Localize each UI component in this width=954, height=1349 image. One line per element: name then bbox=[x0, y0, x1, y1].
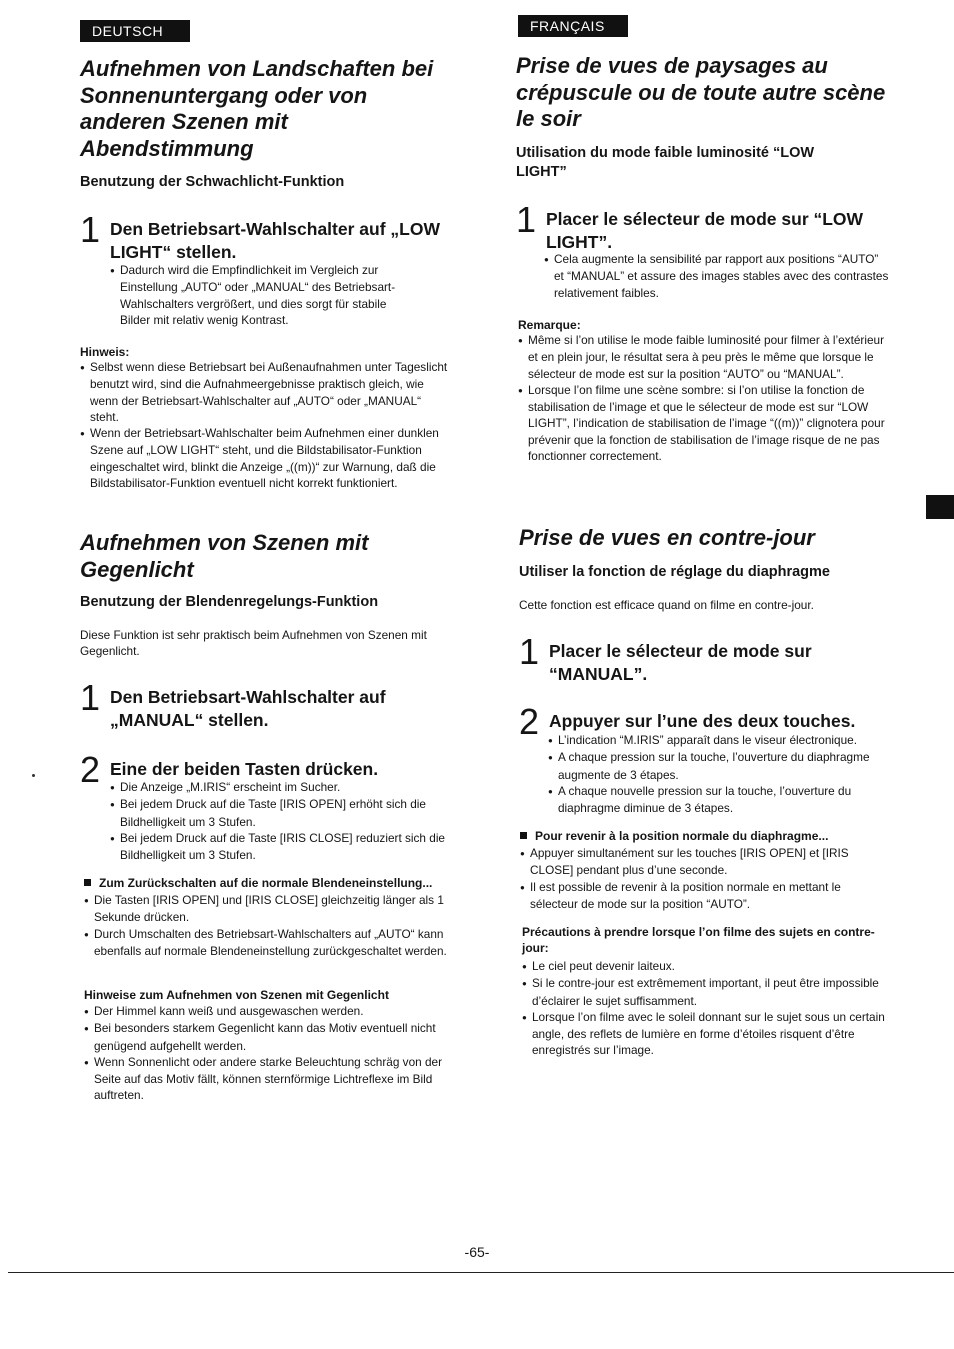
list-item: ● Lorsque l’on filme une scène sombre: si l’on utilise la fonction de stabilisation de l’image et que le sélecteur de mode est sur “LOW LIGHT”, l’indication de stabilisation de l’image “((m))” clignotera pour prévenir que la fonction de stabilisation de l’image risque de ne pas fonctionner correctement. bbox=[518, 382, 890, 464]
step-title: Den Betriebsart-Wahlschalter auf „LOW LIGHT“ stellen. bbox=[110, 219, 440, 262]
language-label-french: FRANÇAIS bbox=[518, 15, 628, 37]
german-notes bbox=[80, 359, 452, 491]
list-item: ● L’indication “M.IRIS” apparaît dans le viseur électronique. bbox=[548, 732, 890, 749]
step-number: 2 bbox=[519, 701, 540, 742]
step-number: 1 bbox=[80, 209, 101, 250]
language-label-german: DEUTSCH bbox=[80, 20, 190, 42]
step-number: 1 bbox=[80, 677, 101, 718]
german-step2-bullets bbox=[110, 779, 450, 863]
square-bullet-icon bbox=[84, 879, 91, 886]
list-item: ● Même si l’on utilise le mode faible luminosité pour filmer à l’extérieur et en plein jour, le résultat sera à peu près le même que lorsque le sélecteur de mode est sur la position “AUTO” ou “MANUAL”. bbox=[518, 332, 890, 382]
list-item: ● Appuyer simultanément sur les touches [IRIS OPEN] et [IRIS CLOSE] pendant plus d’une seconde. bbox=[520, 845, 882, 879]
step-title: Appuyer sur l’une des deux touches. bbox=[549, 711, 856, 731]
list-item: ● Bei besonders starkem Gegenlicht kann das Motiv eventuell nicht genügend aufgehellt werden. bbox=[84, 1020, 456, 1054]
footer-rule bbox=[8, 1272, 954, 1273]
french-note-heading: Remarque: bbox=[518, 318, 581, 332]
french-section2-intro: Cette fonction est efficace quand on filme en contre-jour. bbox=[519, 598, 814, 612]
german-step-1 bbox=[80, 209, 456, 268]
list-item: ● Die Tasten [IRIS OPEN] und [IRIS CLOSE] gleichzeitig länger als 1 Sekunde drücken. bbox=[84, 892, 456, 926]
french-reset-heading: Pour revenir à la position normale du diaphragme... bbox=[520, 828, 892, 844]
german-section2-title: Aufnehmen von Szenen mit Gegenlicht bbox=[80, 530, 369, 582]
scan-speck bbox=[32, 774, 35, 777]
list-item: ● A chaque nouvelle pression sur la touche, l’ouverture du diaphragme diminue de 3 étapes. bbox=[548, 783, 890, 817]
page-number: -65- bbox=[464, 1244, 490, 1260]
list-item: ● Bei jedem Druck auf die Taste [IRIS CLOSE] reduziert sich die Bildhelligkeit um 3 Stufen. bbox=[110, 830, 450, 864]
list-item: ● Si le contre-jour est extrêmement important, il peut être impossible d’éclairer le sujet suffisamment. bbox=[522, 975, 892, 1009]
step-title: Placer le sélecteur de mode sur “MANUAL”. bbox=[549, 641, 812, 684]
list-item: ● Der Himmel kann weiß und ausgewaschen werden. bbox=[84, 1003, 456, 1020]
french-notes bbox=[518, 332, 890, 464]
list-item: ● Lorsque l’on filme avec le soleil donnant sur le sujet sous un certain angle, des reflets de lumière en forme d’étoiles risquent d’être enregistrés sur l’image. bbox=[522, 1009, 892, 1059]
german-step1-bullets bbox=[110, 262, 410, 328]
list-item: ● Wenn der Betriebsart-Wahlschalter beim Aufnehmen einer dunklen Szene auf „LOW LIGHT“ steht, und die Bildstabilisator-Funktion eingeschaltet wird, blinkt die Anzeige „((m))“ zur Warnung, daß die Bildstabilisator-Funktion eventuell nicht korrekt funktioniert. bbox=[80, 425, 452, 491]
french-tips bbox=[522, 958, 892, 1059]
german-note-heading: Hinweis: bbox=[80, 345, 130, 359]
step-title: Placer le sélecteur de mode sur “LOW LIGHT”. bbox=[546, 209, 864, 252]
german-section2-intro: Diese Funktion ist sehr praktisch beim Aufnehmen von Szenen mit Gegenlicht. bbox=[80, 628, 427, 659]
list-item: ● Cela augmente la sensibilité par rapport aux positions “AUTO” et “MANUAL” et assure des images stables avec des contrastes relativement faibles. bbox=[544, 251, 889, 301]
german-section1-title: Aufnehmen von Landschaften bei Sonnenuntergang oder von anderen Szenen mit Abendstimmung bbox=[80, 56, 434, 161]
step-title: Den Betriebsart-Wahlschalter auf „MANUAL“ stellen. bbox=[110, 687, 386, 730]
french-step2-bullets bbox=[548, 732, 890, 816]
german-reset-bullets bbox=[84, 892, 456, 959]
list-item: ● Le ciel peut devenir laiteux. bbox=[522, 958, 892, 975]
french-tips-heading: Précautions à prendre lorsque l’on filme des sujets en contre-jour: bbox=[522, 925, 875, 955]
step-number: 2 bbox=[80, 749, 101, 790]
list-item: ● A chaque pression sur la touche, l’ouverture du diaphragme augmente de 3 étapes. bbox=[548, 749, 890, 783]
step-title: Eine der beiden Tasten drücken. bbox=[110, 759, 379, 779]
step-number: 1 bbox=[516, 199, 537, 240]
german-step-1-manual bbox=[80, 677, 456, 736]
list-item: ● Durch Umschalten des Betriebsart-Wahlschalters auf „AUTO“ kann ebenfalls auf normale Blendeneinstellung zurückgeschaltet werden. bbox=[84, 926, 456, 960]
french-step-1-manual bbox=[519, 631, 895, 690]
list-item: ● Selbst wenn diese Betriebsart bei Außenaufnahmen unter Tageslicht benutzt wird, sind die Aufnahmeergebnisse praktisch gleich, wie wenn der Betriebsart-Wahlschalter auf „AUTO“ oder „MANUAL“ steht. bbox=[80, 359, 452, 425]
step-number: 1 bbox=[519, 631, 540, 672]
french-section2-title: Prise de vues en contre-jour bbox=[519, 525, 815, 550]
list-item: ● Il est possible de revenir à la position normale en mettant le sélecteur de mode sur la position “AUTO”. bbox=[520, 879, 882, 913]
german-tips bbox=[84, 1003, 456, 1104]
german-section2-subtitle: Benutzung der Blendenregelungs-Funktion bbox=[80, 594, 379, 610]
french-step1-bullets bbox=[544, 251, 889, 301]
square-bullet-icon bbox=[520, 832, 527, 839]
french-reset-bullets bbox=[520, 845, 882, 912]
french-section2-subtitle: Utiliser la fonction de réglage du diaphragme bbox=[519, 564, 830, 580]
french-section1-subtitle: Utilisation du mode faible luminosité “LOW LIGHT” bbox=[516, 145, 815, 180]
page-edge-tab-marker bbox=[926, 495, 954, 519]
list-item: ● Wenn Sonnenlicht oder andere starke Beleuchtung schräg von der Seite auf das Motiv fällt, können sternförmige Lichtreflexe im Bild auftreten. bbox=[84, 1054, 456, 1104]
german-section1-subtitle: Benutzung der Schwachlicht-Funktion bbox=[80, 174, 345, 190]
german-reset-heading: Zum Zurückschalten auf die normale Blendeneinstellung... bbox=[84, 875, 456, 891]
french-section1-title: Prise de vues de paysages au crépuscule ou de toute autre scène le soir bbox=[516, 53, 886, 131]
list-item: ● Dadurch wird die Empfindlichkeit im Vergleich zur Einstellung „AUTO“ oder „MANUAL“ des Betriebsart-Wahlschalters vergrößert, und dies sorgt für stabile Bilder mit relativ wenig Kontrast. bbox=[110, 262, 410, 328]
list-item: ● Bei jedem Druck auf die Taste [IRIS OPEN] erhöht sich die Bildhelligkeit um 3 Stufen. bbox=[110, 796, 450, 830]
list-item: ● Die Anzeige „M.IRIS“ erscheint im Sucher. bbox=[110, 779, 450, 796]
german-tips-heading: Hinweise zum Aufnehmen von Szenen mit Gegenlicht bbox=[84, 988, 389, 1002]
